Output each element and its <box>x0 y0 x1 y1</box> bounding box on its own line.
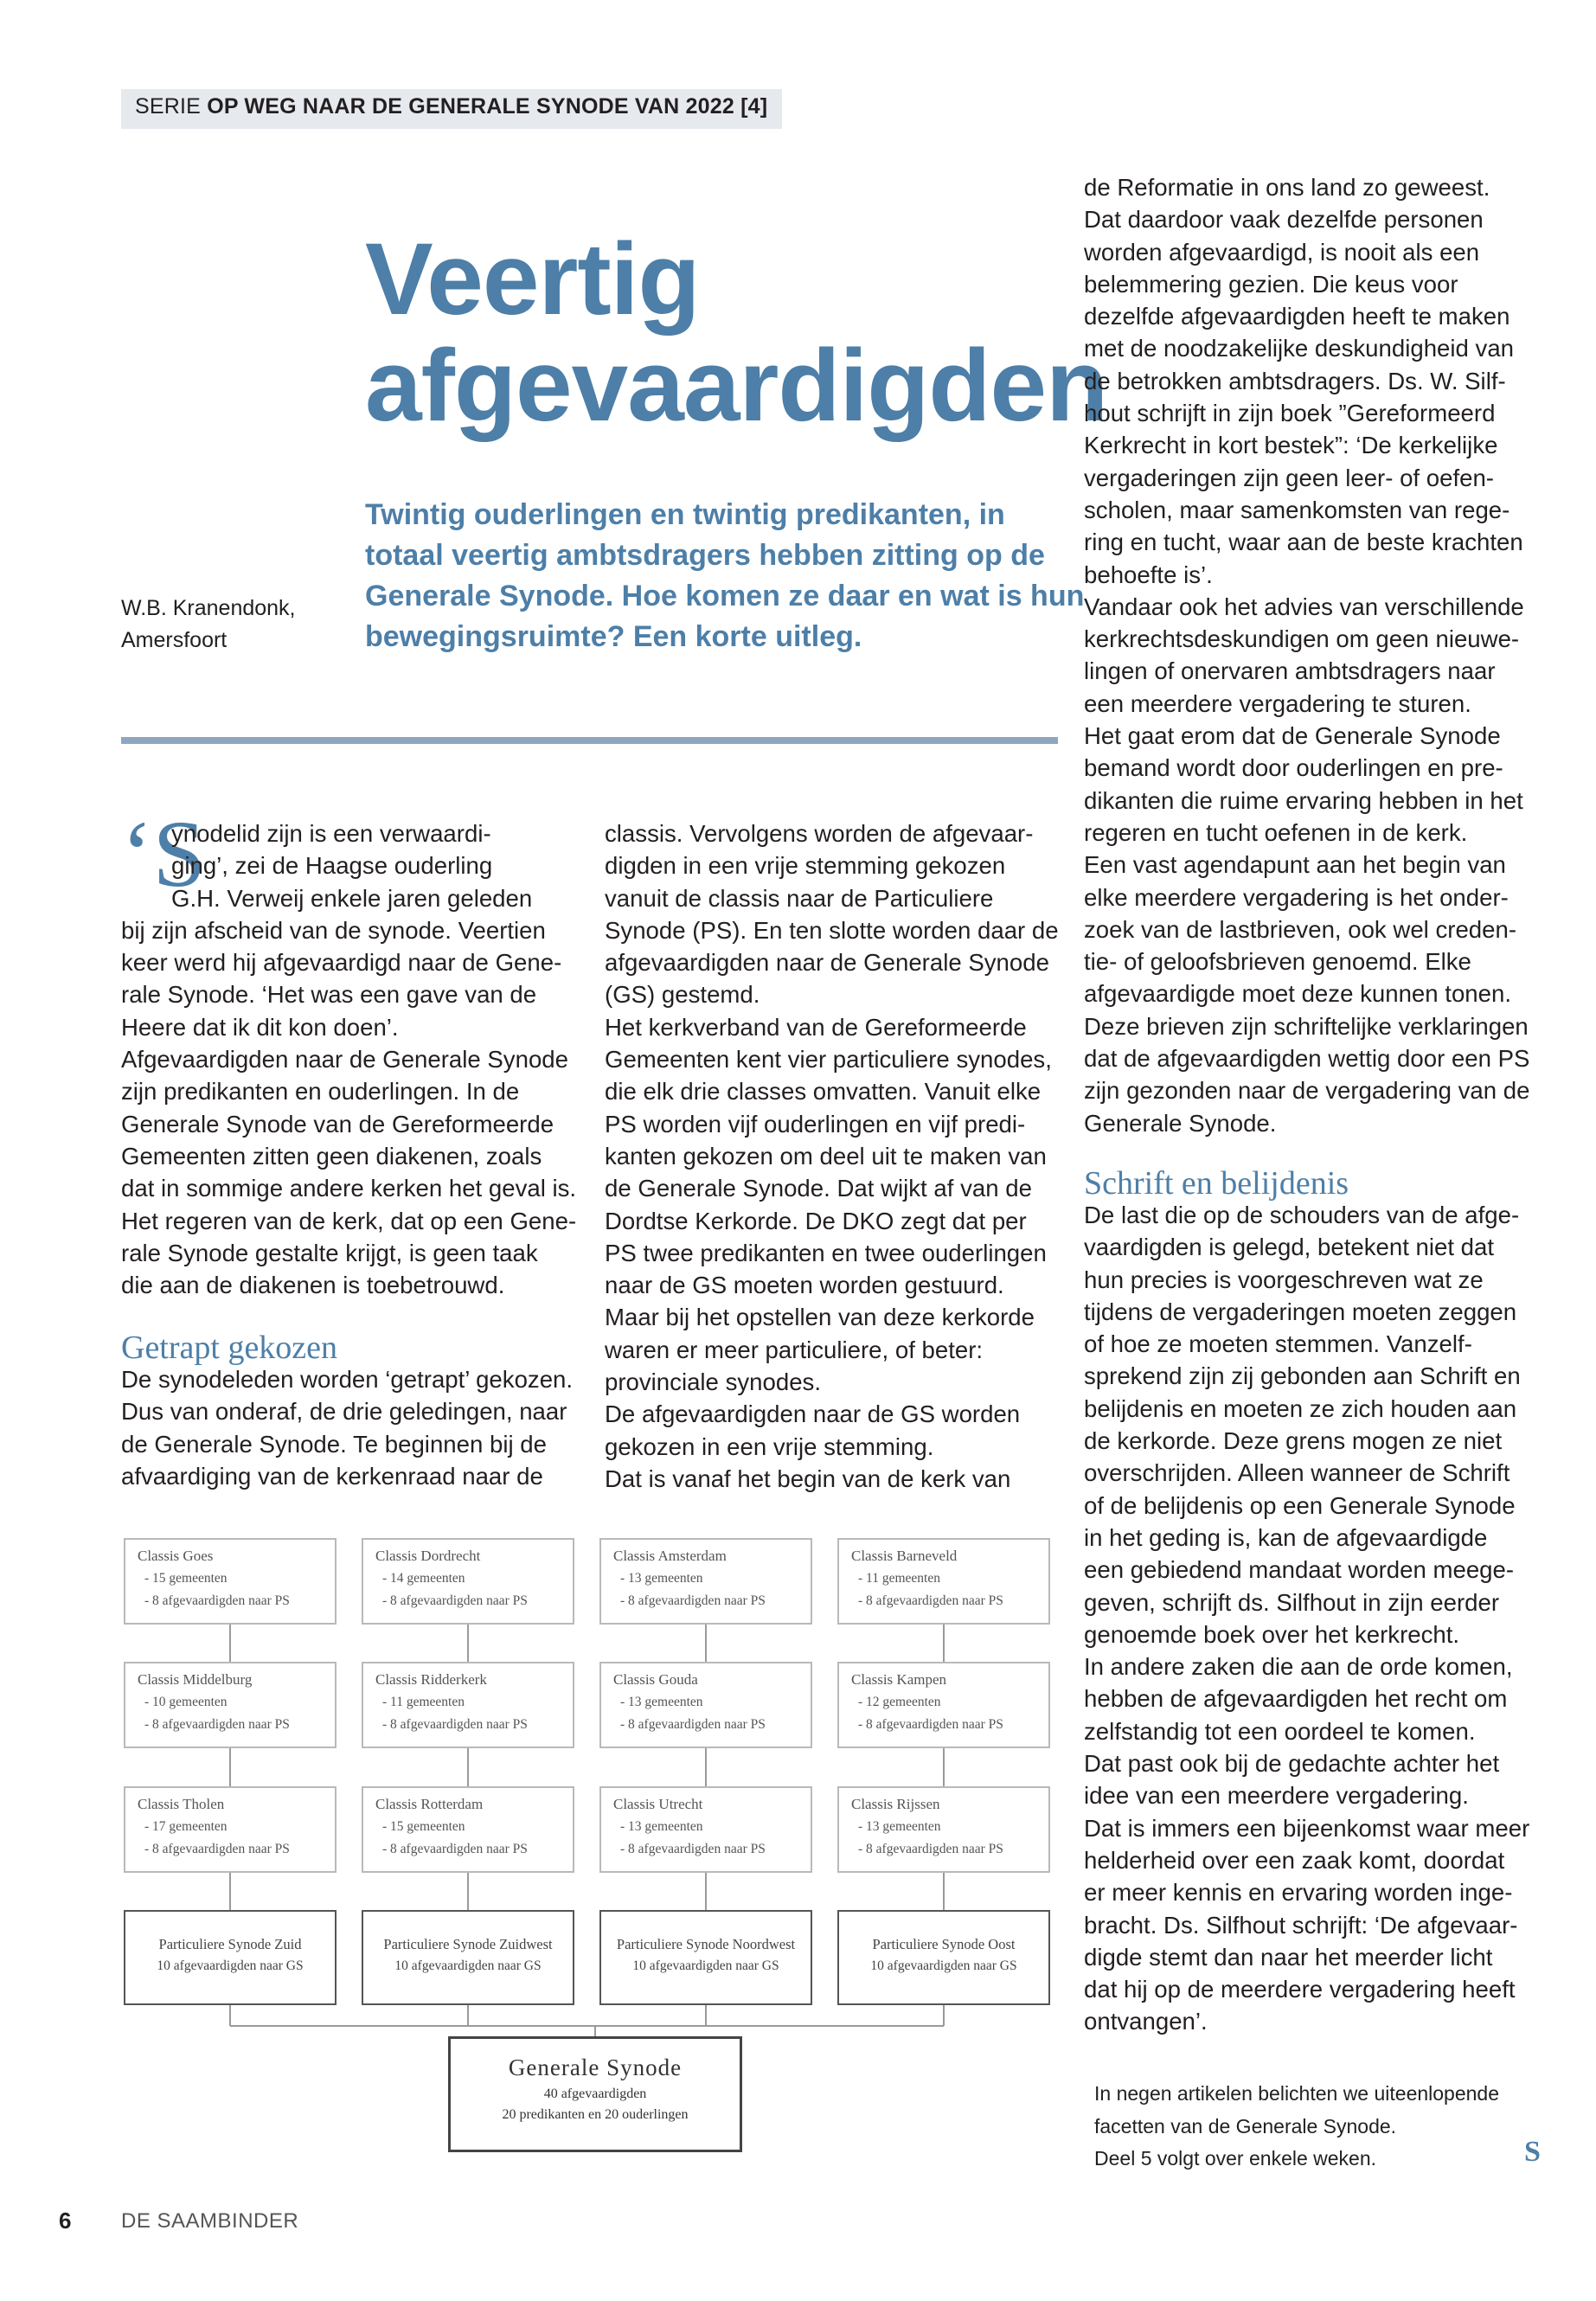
generale-synode-count: 40 afgevaardigden <box>543 2086 647 2101</box>
generale-synode-title: Generale Synode <box>508 2054 683 2080</box>
particuliere-synode-afgevaardigden: 10 afgevaardigden naar GS <box>157 1958 304 1973</box>
classis-name: Classis Kampen <box>851 1671 947 1688</box>
text-line: belijdenis en moeten ze zich houden aan <box>1084 1394 1517 1422</box>
particuliere-synode-afgevaardigden: 10 afgevaardigden naar GS <box>632 1958 779 1973</box>
text-line: Dat past ook bij de gedachte achter het <box>1084 1750 1500 1778</box>
text-line: In andere zaken die aan de orde komen, <box>1084 1653 1513 1681</box>
text-line: digden in een vrije stemming gekozen <box>605 852 1006 880</box>
classis-gemeenten: - 12 gemeenten <box>858 1695 941 1709</box>
classis-afgevaardigden: - 8 afgevaardigden naar PS <box>858 1717 1003 1732</box>
lead-line: Twintig ouderlingen en twintig predikanten, in <box>365 498 1005 531</box>
classis-gemeenten: - 14 gemeenten <box>382 1571 465 1586</box>
classis-gemeenten: - 13 gemeenten <box>620 1819 703 1834</box>
text-line: keer werd hij afgevaardigd naar de Gene- <box>121 949 562 977</box>
publication-name: DE SAAMBINDER <box>121 2209 299 2233</box>
author-line: Amersfoort <box>121 628 228 652</box>
text-line: kanten gekozen om deel uit te maken van <box>605 1142 1047 1170</box>
text-line: Deze brieven zijn schriftelijke verklaringen <box>1084 1012 1529 1040</box>
text-line: waren er meer particuliere, of beter: <box>605 1336 984 1363</box>
classis-afgevaardigden: - 8 afgevaardigden naar PS <box>382 1717 528 1732</box>
classis-name: Classis Tholen <box>138 1796 225 1812</box>
text-line: kerkrechtsdeskundigen om geen nieuwe- <box>1084 625 1520 653</box>
classis-afgevaardigden: - 8 afgevaardigden naar PS <box>144 1717 290 1732</box>
footnote-line: Deel 5 volgt over enkele weken. <box>1094 2147 1377 2170</box>
text-line: G.H. Verweij enkele jaren geleden <box>171 884 533 912</box>
text-line: dat in sommige andere kerken het geval is. <box>121 1175 577 1202</box>
text-line: gekozen in een vrije stemming. <box>605 1433 934 1460</box>
classis-gemeenten: - 11 gemeenten <box>382 1695 465 1709</box>
text-line: de Generale Synode. Te beginnen bij de <box>121 1430 547 1458</box>
classis-box <box>362 1786 574 1873</box>
text-line: dat hij op de meerdere vergadering heeft <box>1084 1976 1516 2003</box>
text-line: Dat is immers een bijeenkomst waar meer <box>1084 1814 1530 1842</box>
text-line: De last die op de schouders van de afge- <box>1084 1202 1520 1228</box>
text-line: lingen of onervaren ambtsdragers naar <box>1084 657 1496 685</box>
article-title <box>365 222 1108 443</box>
text-line: die elk drie classes omvatten. Vanuit elke <box>605 1078 1042 1106</box>
classis-afgevaardigden: - 8 afgevaardigden naar PS <box>382 1842 528 1856</box>
series-footnote <box>1094 2078 1561 2176</box>
text-line: hout schrijft in zijn boek ”Gereformeerd <box>1084 400 1496 427</box>
text-line: naar de GS moeten worden gestuurd. <box>605 1272 1004 1299</box>
particuliere-synode-name: Particuliere Synode Oost <box>872 1936 1016 1952</box>
end-mark-icon: S <box>1524 2136 1541 2168</box>
classis-box <box>837 1538 1050 1625</box>
text-line: die aan de diakenen is toebetrouwd. <box>121 1272 505 1299</box>
text-line: Heere dat ik dit kon doen’. <box>121 1013 399 1041</box>
drop-cap: ‘S <box>121 801 206 907</box>
text-line: of de belijdenis op een Generale Synode <box>1084 1491 1516 1519</box>
classis-name: Classis Middelburg <box>138 1671 253 1688</box>
particuliere-synode-box <box>599 1910 812 2005</box>
text-line: helderheid over een zaak komt, doordat <box>1084 1846 1505 1874</box>
classis-box <box>124 1662 337 1748</box>
classis-name: Classis Rotterdam <box>375 1796 484 1812</box>
page-number: 6 <box>59 2208 72 2234</box>
classis-box <box>837 1662 1050 1748</box>
title-line: afgevaardigden <box>365 329 1108 443</box>
text-line: Een vast agendapunt aan het begin van <box>1084 851 1506 879</box>
column-3-continued <box>1084 1199 1551 2038</box>
classis-name: Classis Rijssen <box>851 1796 940 1812</box>
text-line: tijdens de vergaderingen moeten zeggen <box>1084 1298 1517 1325</box>
text-line: Synode (PS). En ten slotte worden daar de <box>605 916 1059 944</box>
author-line: W.B. Kranendonk, <box>121 596 296 620</box>
particuliere-synode-box <box>837 1910 1050 2005</box>
classis-gemeenten: - 13 gemeenten <box>620 1571 703 1586</box>
text-line: PS twee predikanten en twee ouderlingen <box>605 1239 1047 1266</box>
column-1-intro <box>121 817 577 1301</box>
classis-gemeenten: - 15 gemeenten <box>144 1571 228 1586</box>
article-lead <box>365 495 1085 657</box>
particuliere-synode-name: Particuliere Synode Zuid <box>158 1936 302 1952</box>
text-line: dezelfde afgevaardigden heeft te maken <box>1084 303 1510 330</box>
connector-line <box>705 2005 707 2026</box>
text-line: idee van een meerdere vergadering. <box>1084 1782 1469 1810</box>
connector-line <box>229 2005 231 2026</box>
column-3 <box>1084 171 1551 1139</box>
text-line: Dat daardoor vaak dezelfde personen <box>1084 206 1484 234</box>
particuliere-synode-afgevaardigden: 10 afgevaardigden naar GS <box>394 1958 542 1973</box>
lead-line: bewegingsruimte? Een korte uitleg. <box>365 620 862 653</box>
connector-line <box>230 2025 944 2027</box>
column-1-continued <box>121 1363 574 1492</box>
text-line: Het kerkverband van de Gereformeerde <box>605 1013 1027 1041</box>
text-line: Dordtse Kerkorde. De DKO zegt dat per <box>605 1207 1027 1234</box>
particuliere-synode-name: Particuliere Synode Zuidwest <box>383 1936 553 1952</box>
classis-afgevaardigden: - 8 afgevaardigden naar PS <box>620 1842 766 1856</box>
text-line: rale Synode gestalte krijgt, is geen taak <box>121 1239 538 1266</box>
connector-line <box>594 2025 596 2037</box>
text-line: geven, schrijft ds. Silfhout in zijn eerder <box>1084 1588 1500 1616</box>
classis-gemeenten: - 11 gemeenten <box>858 1571 940 1586</box>
text-line: Vandaar ook het advies van verschillende <box>1084 593 1524 620</box>
text-line: Dus van onderaf, de drie geledingen, naar <box>121 1398 567 1426</box>
classis-afgevaardigden: - 8 afgevaardigden naar PS <box>144 1593 290 1608</box>
column-2 <box>605 817 1059 1495</box>
text-line: digde stemt dan naar het meerder licht <box>1084 1943 1493 1971</box>
classis-name: Classis Dordrecht <box>375 1548 481 1564</box>
classis-name: Classis Ridderkerk <box>375 1671 487 1688</box>
classis-box <box>362 1538 574 1625</box>
text-line: afgevaardigden naar de Generale Synode <box>605 949 1049 977</box>
text-line: overschrijden. Alleen wanneer de Schrift <box>1084 1459 1510 1487</box>
classis-afgevaardigden: - 8 afgevaardigden naar PS <box>858 1842 1003 1856</box>
heading-schrift-en-belijdenis: Schrift en belijdenis <box>1084 1165 1349 1202</box>
particuliere-synode-box <box>124 1910 337 2005</box>
footnote-line: facetten van de Generale Synode. <box>1094 2114 1397 2138</box>
text-line: Gemeenten kent vier particuliere synodes, <box>605 1046 1052 1074</box>
lead-line: Generale Synode. Hoe komen ze daar en wat is hun <box>365 580 1085 612</box>
connector-line <box>943 2005 945 2026</box>
text-line: belemmering gezien. Die keus voor <box>1084 270 1458 298</box>
text-line: Afgevaardigden naar de Generale Synode <box>121 1046 568 1074</box>
text-line: de Reformatie in ons land zo geweest. <box>1084 174 1490 201</box>
author-byline <box>121 593 320 657</box>
text-line: de Generale Synode. Dat wijkt af van de <box>605 1175 1032 1202</box>
text-line: zelfstandig tot een oordeel te komen. <box>1084 1717 1476 1745</box>
particuliere-synode-box <box>362 1910 574 2005</box>
text-line: zoek van de lastbrieven, ook wel creden- <box>1084 915 1517 943</box>
text-line: Kerkrecht in kort bestek”: ‘De kerkelijke <box>1084 432 1498 459</box>
divider-rule <box>121 737 1058 744</box>
text-line: De afgevaardigden naar de GS worden <box>605 1400 1021 1428</box>
text-line: Het regeren van de kerk, dat op een Gene- <box>121 1207 577 1234</box>
text-line: bracht. Ds. Silfhout schrijft: ‘De afgevaar- <box>1084 1911 1518 1939</box>
text-line: ging’, zei de Haagse ouderling <box>171 852 493 880</box>
classis-name: Classis Amsterdam <box>613 1548 727 1564</box>
classis-name: Classis Goes <box>138 1548 214 1564</box>
text-line: Maar bij het opstellen van deze kerkorde <box>605 1304 1035 1331</box>
text-line: elke meerdere vergadering is het onder- <box>1084 883 1509 911</box>
text-line: classis. Vervolgens worden de afgevaar- <box>605 820 1034 847</box>
classis-afgevaardigden: - 8 afgevaardigden naar PS <box>620 1593 766 1608</box>
text-line: een meerdere vergadering te sturen. <box>1084 689 1471 717</box>
text-line: dat de afgevaardigden wettig door een PS <box>1084 1045 1530 1073</box>
text-line: sprekend zijn zij gebonden aan Schrift en <box>1084 1362 1521 1390</box>
text-line: of hoe ze moeten stemmen. Vanzelf- <box>1084 1330 1472 1358</box>
text-line: dikanten die ruime ervaring hebben in het <box>1084 786 1523 814</box>
text-line: behoefte is’. <box>1084 561 1213 588</box>
particuliere-synode-name: Particuliere Synode Noordwest <box>616 1936 796 1952</box>
classis-box <box>599 1786 812 1873</box>
text-line: ring en tucht, waar aan de beste krachten <box>1084 529 1523 556</box>
title-line: Veertig <box>365 222 700 336</box>
series-title: OP WEG NAAR DE GENERALE SYNODE VAN 2022 [4] <box>207 94 768 119</box>
text-line: hun precies is voorgeschreven wat ze <box>1084 1266 1484 1293</box>
series-banner <box>121 89 782 129</box>
text-line: een gebiedend mandaat worden meege- <box>1084 1556 1515 1584</box>
text-line: PS worden vijf ouderlingen en vijf predi- <box>605 1110 1026 1138</box>
classis-afgevaardigden: - 8 afgevaardigden naar PS <box>382 1593 528 1608</box>
classis-gemeenten: - 13 gemeenten <box>620 1695 703 1709</box>
classis-name: Classis Gouda <box>613 1671 698 1688</box>
classis-name: Classis Barneveld <box>851 1548 958 1564</box>
text-line: vaardigden is gelegd, betekent niet dat <box>1084 1234 1495 1261</box>
text-line: genoemde boek over het kerkrecht. <box>1084 1620 1460 1648</box>
generale-synode-composition: 20 predikanten en 20 ouderlingen <box>502 2107 689 2122</box>
text-line: in het geding is, kan de afgevaardigde <box>1084 1523 1488 1551</box>
classis-box <box>124 1538 337 1625</box>
text-line: worden afgevaardigd, is nooit als een <box>1084 238 1480 266</box>
text-line: Dat is vanaf het begin van de kerk van <box>605 1465 1011 1492</box>
series-prefix: SERIE <box>135 94 202 119</box>
text-line: met de noodzakelijke deskundigheid van <box>1084 335 1515 362</box>
text-line: rale Synode. ‘Het was een gave van de <box>121 981 537 1009</box>
text-line: zijn predikanten en ouderlingen. In de <box>121 1078 520 1106</box>
footnote-line: In negen artikelen belichten we uiteenlopende <box>1094 2082 1500 2105</box>
text-line: hebben de afgevaardigden het recht om <box>1084 1685 1508 1713</box>
text-line: Gemeenten zitten geen diakenen, zoals <box>121 1142 542 1170</box>
text-line: ontvangen’. <box>1084 2008 1208 2035</box>
classis-gemeenten: - 15 gemeenten <box>382 1819 465 1834</box>
lead-line: totaal veertig ambtsdragers hebben zitting op de <box>365 539 1045 572</box>
classis-gemeenten: - 13 gemeenten <box>858 1819 941 1834</box>
text-line: tie- of geloofsbrieven genoemd. Elke <box>1084 948 1471 976</box>
text-line: de betrokken ambtsdragers. Ds. W. Silf- <box>1084 367 1506 394</box>
text-line: regeren en tucht oefenen in de kerk. <box>1084 818 1468 846</box>
text-line: er meer kennis en ervaring worden inge- <box>1084 1879 1513 1907</box>
classis-gemeenten: - 10 gemeenten <box>144 1695 228 1709</box>
classis-afgevaardigden: - 8 afgevaardigden naar PS <box>144 1842 290 1856</box>
text-line: bij zijn afscheid van de synode. Veertien <box>121 916 546 944</box>
heading-getrapt-gekozen: Getrapt gekozen <box>121 1330 338 1366</box>
text-line: provinciale synodes. <box>605 1368 822 1396</box>
particuliere-synode-afgevaardigden: 10 afgevaardigden naar GS <box>870 1958 1017 1973</box>
text-line: ynodelid zijn is een verwaardi- <box>171 820 491 847</box>
text-line: afgevaardigde moet deze kunnen tonen. <box>1084 980 1511 1008</box>
classis-gemeenten: - 17 gemeenten <box>144 1819 228 1834</box>
text-line: (GS) gestemd. <box>605 981 760 1009</box>
classis-name: Classis Utrecht <box>613 1796 703 1812</box>
text-line: De synodeleden worden ‘getrapt’ gekozen. <box>121 1366 574 1393</box>
text-line: Generale Synode. <box>1084 1109 1277 1137</box>
text-line: de kerkorde. Deze grens mogen ze niet <box>1084 1427 1503 1455</box>
text-line: bemand wordt door ouderlingen en pre- <box>1084 754 1503 782</box>
classis-afgevaardigden: - 8 afgevaardigden naar PS <box>858 1593 1003 1608</box>
text-line: Generale Synode van de Gereformeerde <box>121 1110 554 1138</box>
classis-box <box>599 1662 812 1748</box>
classis-box <box>837 1786 1050 1873</box>
text-line: zijn gezonden naar de vergadering van de <box>1084 1077 1530 1105</box>
text-line: vergaderingen zijn geen leer- of oefen- <box>1084 464 1494 491</box>
text-line: Het gaat erom dat de Generale Synode <box>1084 722 1501 750</box>
classis-box <box>362 1662 574 1748</box>
text-line: afvaardiging van de kerkenraad naar de <box>121 1462 543 1490</box>
classis-afgevaardigden: - 8 afgevaardigden naar PS <box>620 1717 766 1732</box>
text-line: vanuit de classis naar de Particuliere <box>605 884 994 912</box>
text-line: scholen, maar samenkomsten van rege- <box>1084 496 1510 523</box>
generale-synode-box <box>448 2036 742 2152</box>
classis-box <box>124 1786 337 1873</box>
classis-box <box>599 1538 812 1625</box>
connector-line <box>467 2005 469 2026</box>
